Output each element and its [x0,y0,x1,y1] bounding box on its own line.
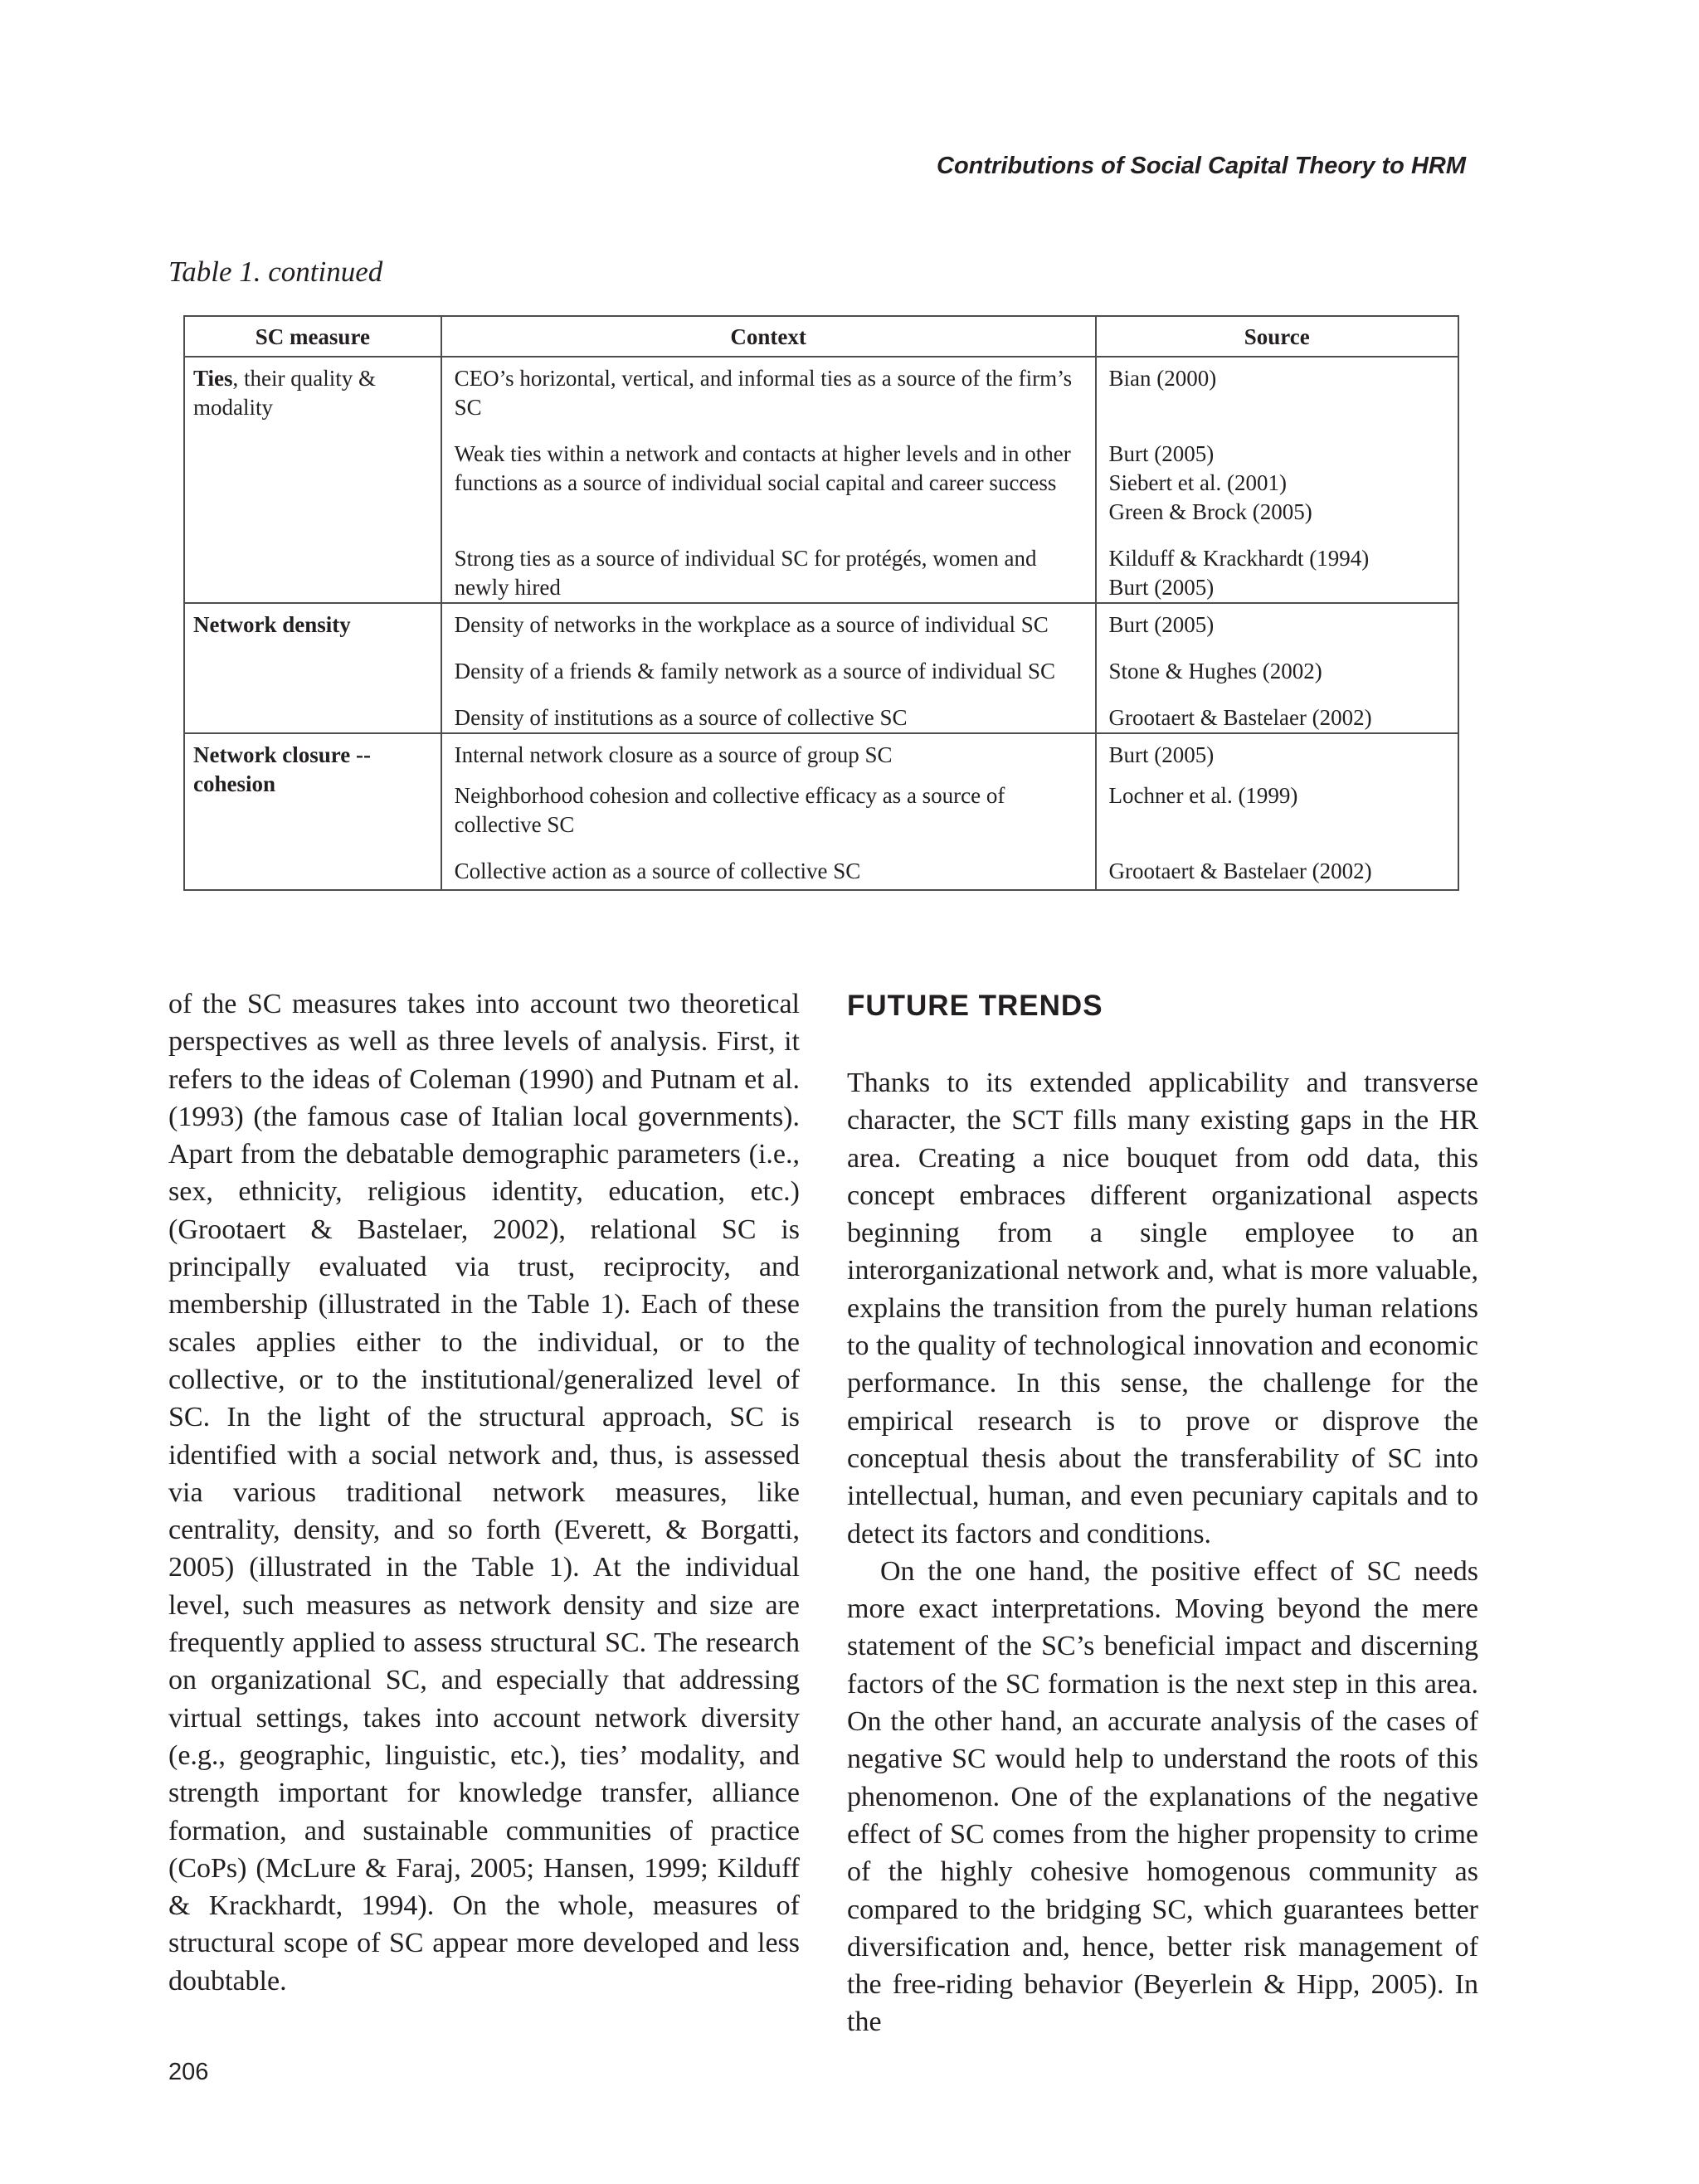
measure-name: Network closure -- cohesion [193,742,371,796]
running-header: Contributions of Social Capital Theory to HRM [937,153,1466,179]
context-cell: Density of networks in the workplace as a source of individual SC [441,603,1096,650]
measure-cell-network-closure [184,733,441,890]
measure-name: Ties [193,366,233,391]
source-line: Lochner et al. (1999) [1108,783,1298,808]
measure-qualifier: , their quality & modality [193,366,376,420]
source-line: Burt (2005) [1108,742,1215,767]
context-cell: Strong ties as a source of individual SC for protégés, women and newly hired [441,537,1096,603]
right-column-paragraph: Thanks to its extended applicability and transverse character, the SCT fills many existing gaps in the HR area. Creating a nice bouquet from odd data, this concept embraces different organizational aspects beginning from a single employee to an interorganizational network and, what is more valuable, explains the transition from the purely human relations to the quality of technological innovation and economic performance. In this sense, the challenge for the empirical research is to prove or disprove the conceptual thesis about the transferability of SC into intellectual, human, and even pecuniary capitals and to detect its factors and conditions. [847,1068,1478,1549]
source-cell [1096,603,1458,650]
source-line: Siebert et al. (2001) [1108,470,1287,495]
section-heading-future-trends: FUTURE TRENDS [847,990,1103,1022]
source-line: Grootaert & Bastelaer (2002) [1108,859,1372,883]
source-line: Bian (2000) [1108,366,1217,391]
column-header-source: Source [1096,316,1458,357]
source-line: Burt (2005) [1108,575,1215,600]
source-line: Burt (2005) [1108,612,1215,637]
context-cell: Internal network closure as a source of group SC [441,733,1096,775]
context-cell: Weak ties within a network and contacts at higher levels and in other functions as a source of individual social capital and career success [441,433,1096,537]
table-row [184,357,1458,433]
source-line: Green & Brock (2005) [1108,499,1312,524]
source-cell [1096,850,1458,890]
context-cell: Collective action as a source of collective SC [441,850,1096,890]
measure-name: Network density [193,612,351,637]
source-cell [1096,775,1458,850]
source-cell [1096,357,1458,433]
measure-cell-ties [184,357,441,603]
context-cell: Density of a friends & family network as a source of individual SC [441,650,1096,697]
source-line: Burt (2005) [1108,441,1215,466]
context-cell: CEO’s horizontal, vertical, and informal ties as a source of the firm’s SC [441,357,1096,433]
source-cell [1096,697,1458,733]
source-cell [1096,650,1458,697]
left-column-paragraph: of the SC measures takes into account two theoretical perspectives as well as three levels of analysis. First, it refers to the ideas of Coleman (1990) and Putnam et al. (1993) (the famous case of Italian local governments). Apart from the debatable demographic parameters (i.e., sex, ethnicity, religious identity, education, etc.) (Grootaert & Bastelaer, 2002), relational SC is principally evaluated via trust, reciprocity, and membership (illustrated in the Table 1). Each of these scales applies either to the individual, or to the collective, or to the institutional/generalized level of SC. In the light of the structural approach, SC is identified with a social network and, thus, is assessed via various traditional network measures, like centrality, density, and so forth (Everett, & Borgatti, 2005) (illustrated in the Table 1). At the individual level, such measures as network density and size are frequently applied to assess structural SC. The research on organizational SC, and especially that addressing virtual settings, takes into account network diversity (e.g., geographic, linguistic, etc.), ties’ modality, and strength important for knowledge transfer, alliance formation, and sustainable communities of practice (CoPs) (McLure & Faraj, 2005; Hansen, 1999; Kilduff & Krackhardt, 1994). On the whole, measures of structural scope of SC appear more developed and less doubtable. [168,989,800,1997]
source-line: Stone & Hughes (2002) [1108,659,1322,683]
page-number: 206 [168,2059,209,2085]
table-row [184,733,1458,775]
source-cell [1096,433,1458,537]
context-cell: Density of institutions as a source of collective SC [441,697,1096,733]
column-header-context: Context [441,316,1096,357]
right-column-paragraph: On the one hand, the positive effect of SC needs more exact interpretations. Moving beyond the mere statement of the SC’s beneficial impact and discerning factors of the SC formation is the next step in this area. On the other hand, an accurate analysis of the cases of negative SC would help to understand the roots of this phenomenon. One of the explanations of the negative effect of SC comes from the higher propensity to crime of the highly cohesive homogenous community as compared to the bridging SC, which guarantees better diversification and, hence, better risk management of the free-riding behavior (Beyerlein & Hipp, 2005). In the [847,1555,1478,2038]
source-cell [1096,537,1458,603]
measure-cell-network-density [184,603,441,733]
column-header-sc-measure: SC measure [184,316,441,357]
table-caption: Table 1. continued [168,255,383,288]
right-column-body [847,1064,1478,2041]
source-line: Kilduff & Krackhardt (1994) [1108,546,1370,571]
table-row [184,603,1458,650]
source-cell [1096,733,1458,775]
context-cell: Neighborhood cohesion and collective efficacy as a source of collective SC [441,775,1096,850]
source-line: Grootaert & Bastelaer (2002) [1108,705,1372,730]
table-header-row [184,316,1458,357]
sc-measures-table [183,315,1459,891]
